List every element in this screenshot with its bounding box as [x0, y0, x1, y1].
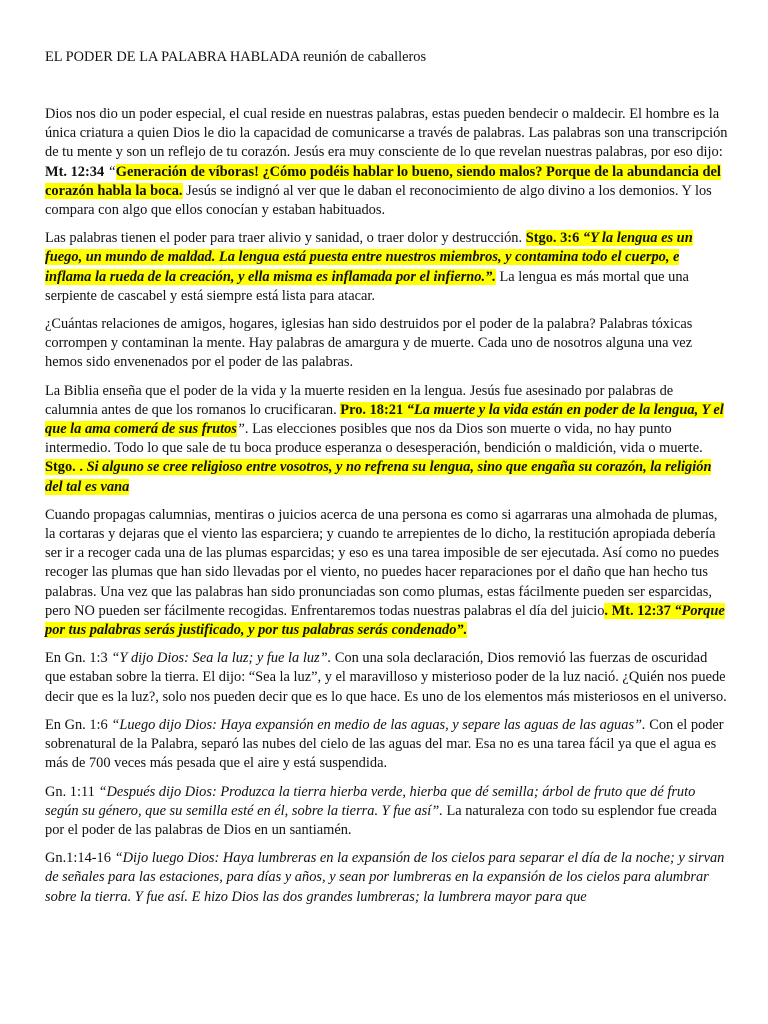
- highlighted-quote: “Y la lengua es un fuego, un mundo de maldad. La lengua está puesta entre nuestros miembros, y contamina todo el cuerpo, e inflama la rueda de la creación, y ella misma es inflamada por el infierno.”.: [45, 230, 693, 285]
- verse-reference: . Mt. 12:37: [604, 602, 671, 619]
- paragraph-text: . Las elecciones posibles que nos da Dios son muerte o vida, no hay punto intermedio. Todo lo que sale de tu boca produce esperanza o desesperación, bendición o maldición, vida o muerte.: [45, 421, 703, 457]
- paragraph-text: ¿Cuántas relaciones de amigos, hogares, iglesias han sido destruidos por el poder de la palabra? Palabras tóxicas corrompen y contaminan la mente. Hay palabras de amargura y de muerte. Cada uno de nosotros alguna una vez hemos sido envenenados por el poder de las palabras.: [45, 316, 693, 371]
- verse-reference: Stgo. 3:6: [525, 230, 580, 247]
- paragraph-text: Jesús se indignó al ver que le daban el reconocimiento de algo divino a los demonios. Y los compara con algo que ellos conocían y estaban habituados.: [45, 182, 712, 219]
- quote-mark: “: [104, 163, 116, 180]
- verse-reference: Pro. 18:21: [340, 401, 404, 418]
- italic-quote: “Dijo luego Dios: Haya lumbreras en la expansión de los cielos para separar el día de la noche; y sirvan de señales para las estaciones, para días y años, y sean por lumbreras en la expansión de los cielos para alumbrar sobre la tierra. Y fue así. E hizo Dios las dos grandes lumbreras; la lumbrera mayor para que: [45, 850, 725, 905]
- verse-reference: Mt. 12:34: [45, 163, 105, 180]
- paragraph-text: En Gn. 1:3: [45, 650, 112, 667]
- highlighted-quote: “La muerte y la vida están en poder de la lengua, Y el que la ama comerá de sus frutos: [45, 401, 724, 438]
- title-main: EL PODER DE LA PALABRA HABLADA: [45, 49, 300, 65]
- paragraph-1: [45, 105, 729, 220]
- paragraph-text: Con una sola declaración, Dios removió las fuerzas de oscuridad que estaban sobre la tierra. El dijo: “Sea la luz”, y el maravilloso y misterioso poder de la luz nació. ¿Quién nos puede decir que es la luz?, solo nos pueden decir que es lo que hace. Es uno de los elementos más misteriosos en el universo.: [45, 650, 727, 705]
- paragraph-5: [45, 506, 729, 640]
- paragraph-8: [45, 783, 729, 841]
- highlighted-quote: Generación de víboras! ¿Cómo podéis hablar lo bueno, siendo malos? Porque de la abundancia del corazón habla la boca.: [45, 163, 721, 199]
- paragraph-3: [45, 315, 729, 373]
- italic-quote: “Y dijo Dios: Sea la luz; y fue la luz”.: [111, 650, 332, 667]
- paragraph-text: Cuando propagas calumnias, mentiras o juicios acerca de una persona es como si agarraras una almohada de plumas, la cortaras y dejaras que el viento las esparciera; y cuando te arrepientes de lo dicho, la restitución apropiada debería ser ir a recoger cada una de las plumas esparcidas; y eso es una tarea imposible de ser ejecutada. Así como no puedes recoger las plumas que han sido llevadas por el viento, no puedes hacer reparaciones por el daño que han hecho tus palabras. Una vez que las palabras han sido pronunciadas son como plumas, estas fácilmente pueden ser esparcidas, pero NO pueden ser fácilmente recogidas. Enfrentaremos todas nuestras palabras el día del juicio: [45, 506, 720, 619]
- paragraph-text: La naturaleza con todo su esplendor fue creada por el poder de las palabras de Dios en un santiamén.: [45, 802, 717, 838]
- paragraph-text: La lengua es más mortal que una serpiente de cascabel y está siempre está lista para atacar.: [45, 268, 689, 304]
- document-body: [45, 105, 729, 916]
- paragraph-text: Dios nos dio un poder especial, el cual reside en nuestras palabras, estas pueden bendecir o maldecir. El hombre es la única criatura a quien Dios le dio la capacidad de comunicarse a través de palabras. Las palabras son una transcripción de tu mente y son un reflejo de tu corazón. Jesús era muy consciente de lo que revelan nuestras palabras, por eso dijo:: [45, 106, 728, 161]
- paragraph-text: Gn.1:14-16: [45, 850, 115, 867]
- title-sub: reunión de caballeros: [299, 49, 427, 65]
- paragraph-text: Con el poder sobrenatural de la Palabra, separó las nubes del cielo de las aguas del mar. Esa no es una tarea fácil ya que el agua es más de 700 veces más pesada que el aire y está suspendida.: [45, 716, 724, 772]
- paragraph-7: [45, 716, 729, 774]
- paragraph-2: [45, 229, 729, 306]
- paragraph-text: Gn. 1:11: [45, 783, 99, 800]
- verse-reference: Stgo. .: [45, 459, 83, 476]
- document-title: [45, 48, 735, 67]
- paragraph-text: En Gn. 1:6: [45, 716, 112, 733]
- italic-quote: “Luego dijo Dios: Haya expansión en medio de las aguas, y separe las aguas de las aguas”.: [111, 716, 646, 733]
- highlighted-quote: “Porque por tus palabras serás justificado, y por tus palabras serás condenado”.: [45, 602, 725, 639]
- paragraph-text: Las palabras tienen el poder para traer alivio y sanidad, o traer dolor y destrucción.: [45, 230, 526, 247]
- italic-quote: “Después dijo Dios: Produzca la tierra hierba verde, hierba que dé semilla; árbol de fruto que dé fruto según su género, que su semilla esté en él, sobre la tierra. Y fue así”.: [45, 783, 696, 819]
- paragraph-9: [45, 849, 729, 907]
- paragraph-4: [45, 382, 729, 497]
- paragraph-text: La Biblia enseña que el poder de la vida y la muerte residen en la lengua. Jesús fue asesinado por palabras de calumnia antes de que los romanos lo crucificaran.: [45, 382, 674, 418]
- quote-mark: ”: [236, 421, 245, 438]
- highlighted-quote: Si alguno se cree religioso entre vosotros, y no refrena su lengua, sino que engaña su corazón, la religión del tal es vana: [45, 459, 712, 495]
- paragraph-6: [45, 649, 729, 707]
